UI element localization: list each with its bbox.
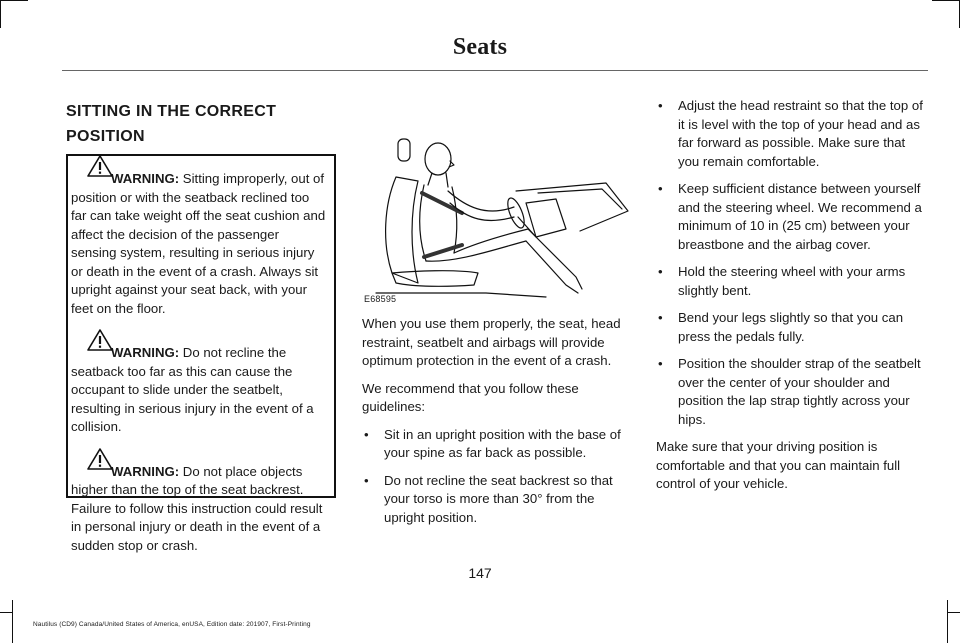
crop-mark bbox=[12, 600, 13, 643]
list-item-text: Keep sufficient distance between yourself and the steering wheel. We recommend a minimum of 10 in (25 cm) between your breastbone and the airbag cover. bbox=[678, 181, 922, 252]
warning-triangle-icon bbox=[87, 448, 113, 470]
bullet-glyph: • bbox=[658, 98, 663, 113]
crop-mark bbox=[932, 0, 960, 1]
list-item bbox=[656, 180, 930, 254]
page-header-title: Seats bbox=[452, 34, 508, 60]
middle-column bbox=[362, 315, 634, 536]
header-divider bbox=[62, 70, 928, 71]
guidelines-lead: We recommend that you follow these guidelines: bbox=[362, 380, 579, 414]
list-item bbox=[362, 472, 634, 528]
warning-text: Do not place objects higher than the top of the seat backrest. Failure to follow this instruction could result in personal injury or death in the event of a sudden stop or crash. bbox=[71, 463, 323, 553]
list-item bbox=[656, 263, 930, 300]
warning-triangle-icon bbox=[87, 329, 113, 351]
list-item bbox=[656, 97, 930, 171]
crop-mark bbox=[0, 0, 28, 1]
list-item bbox=[362, 426, 634, 463]
warning-label: WARNING: bbox=[111, 171, 180, 186]
warning-label: WARNING: bbox=[111, 463, 180, 479]
section-title: SITTING IN THE CORRECT POSITION bbox=[66, 103, 277, 145]
bullet-glyph: • bbox=[364, 472, 369, 488]
list-item bbox=[656, 355, 930, 429]
warning-triangle-icon bbox=[87, 155, 113, 177]
bullet-glyph: • bbox=[364, 426, 369, 442]
list-item-text: Do not recline the seat backrest so that your torso is more than 30° from the upright position. bbox=[384, 472, 613, 525]
crop-mark bbox=[947, 600, 948, 643]
list-item-text: Sit in an upright position with the base of your spine as far back as possible. bbox=[384, 426, 621, 460]
right-column bbox=[656, 97, 930, 503]
crop-mark bbox=[0, 612, 12, 613]
warning-label: WARNING: bbox=[111, 345, 180, 360]
list-item-text: Hold the steering wheel with your arms slightly bent. bbox=[678, 264, 906, 298]
list-item-text: Position the shoulder strap of the seatbelt over the center of your shoulder and position the lap strap tightly across your hips. bbox=[678, 356, 921, 427]
warning-3 bbox=[71, 463, 328, 556]
bullet-glyph: • bbox=[658, 356, 663, 371]
crop-mark bbox=[0, 0, 1, 28]
bullet-glyph: • bbox=[658, 181, 663, 196]
warning-text: Do not recline the seatback too far as this can cause the occupant to slide under the seatbelt, resulting in serious injury in the event of a collision. bbox=[71, 345, 314, 434]
list-item-text: Bend your legs slightly so that you can press the pedals fully. bbox=[678, 310, 904, 344]
list-item-text: Adjust the head restraint so that the top of it is level with the top of your head and as far forward as possible. Make sure that you remain comfortable. bbox=[678, 98, 923, 169]
warning-text: Sitting improperly, out of position or with the seatback reclined too far can take weight off the seat cushion and affect the decision of the passenger sensing system, resulting in serious injury or death in the event of a crash. Always sit upright against your seat back, with your feet on the floor. bbox=[71, 171, 326, 316]
warning-1 bbox=[71, 170, 328, 318]
warning-2 bbox=[71, 344, 328, 437]
figure-code: E68595 bbox=[364, 294, 397, 304]
page-number: 147 bbox=[468, 565, 492, 581]
crop-mark bbox=[948, 612, 960, 613]
seated-driver-illustration bbox=[366, 133, 632, 303]
bullet-glyph: • bbox=[658, 264, 663, 279]
warning-box bbox=[66, 154, 336, 553]
bullet-glyph: • bbox=[658, 310, 663, 325]
intro-paragraph: When you use them properly, the seat, head restraint, seatbelt and airbags will provide optimum protection in the event of a crash. bbox=[362, 316, 621, 368]
footer-text: Nautilus (CD9) Canada/United States of America, enUSA, Edition date: 201907, First-Printing bbox=[33, 621, 311, 628]
list-item bbox=[656, 309, 930, 346]
closing-paragraph: Make sure that your driving position is comfortable and that you can maintain full control of your vehicle. bbox=[656, 439, 901, 491]
